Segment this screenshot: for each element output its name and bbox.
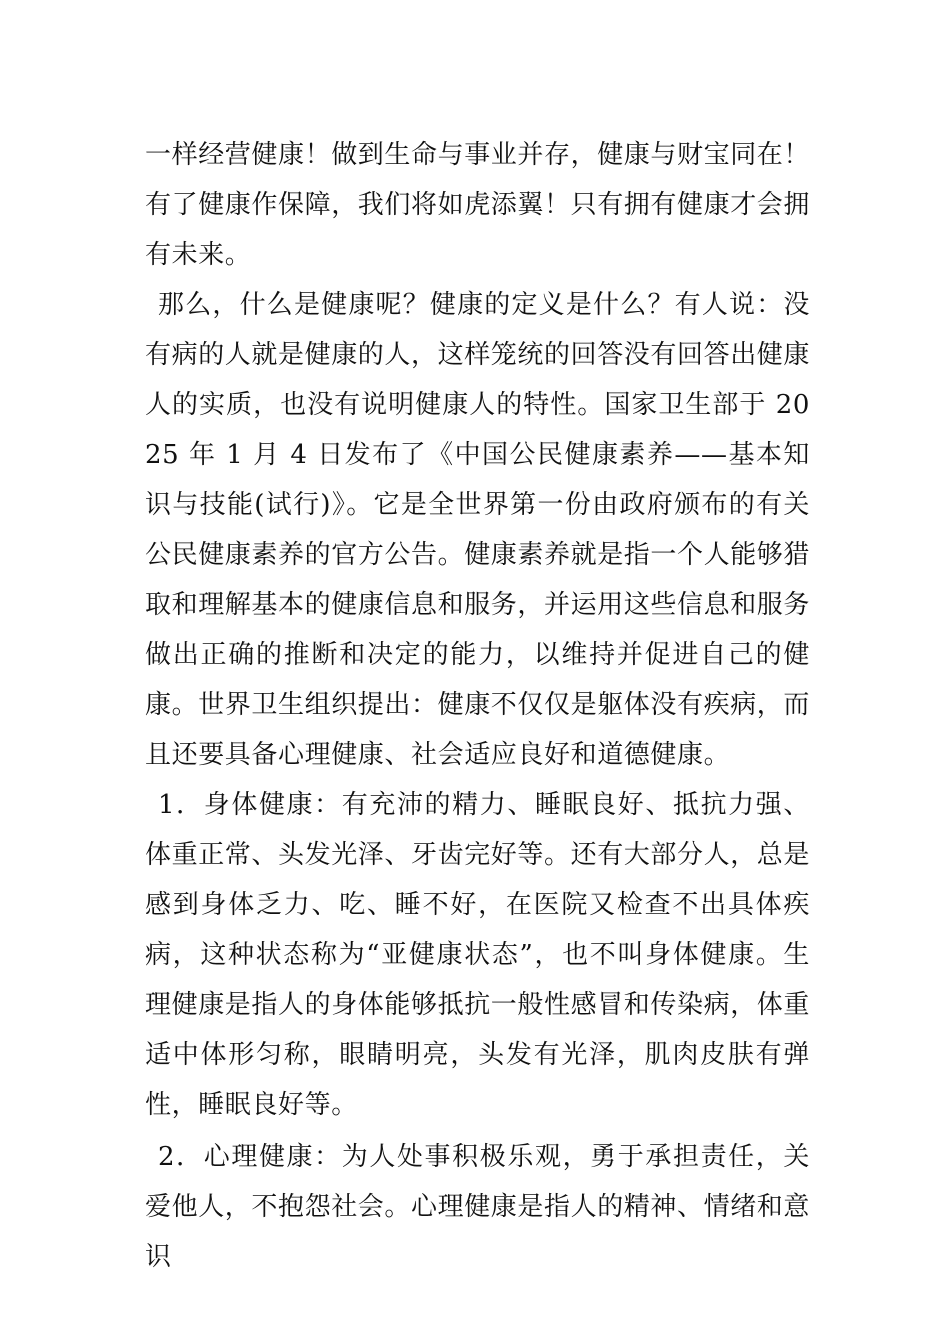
paragraph-physical-health: 1．身体健康：有充沛的精力、睡眠良好、抵抗力强、体重正常、头发光泽、牙齿完好等。还有大部分人，总是感到身体乏力、吃、睡不好，在医院又检查不出具体疾病，这种状态称为“亚健康状态”，也不叫身体健康。生理健康是指人的身体能够抵抗一般性感冒和传染病，体重适中体形匀称，眼睛明亮，头发有光泽，肌肉皮肤有弹性，睡眠良好等。 <box>145 790 811 1120</box>
paragraph-definition-of-health: 那么，什么是健康呢？健康的定义是什么？有人说：没有病的人就是健康的人，这样笼统的回答没有回答出健康人的实质，也没有说明健康人的特性。国家卫生部于 2025 年 1 月 4 日发布了《中国公民健康素养——基本知识与技能(试行)》。它是全世界第一份由政府颁布的有关公民健康素养的官方公告。健康素养就是指一个人能够猎取和理解基本的健康信息和服务，并运用这些信息和服务做出正确的推断和决定的能力，以维持并促进自己的健康。世界卫生组织提出：健康不仅仅是躯体没有疾病，而且还要具备心理健康、社会适应良好和道德健康。 <box>145 290 811 770</box>
paragraph-continuation: 一样经营健康！做到生命与事业并存，健康与财宝同在！ <box>145 140 811 170</box>
paragraph-mental-health: 2．心理健康：为人处事积极乐观，勇于承担责任，关爱他人，不抱怨社会。心理健康是指人的精神、情绪和意识 <box>145 1142 811 1272</box>
paragraph-health-guarantee: 有了健康作保障，我们将如虎添翼！只有拥有健康才会拥有未来。 <box>145 190 811 270</box>
document-body <box>145 130 810 1282</box>
